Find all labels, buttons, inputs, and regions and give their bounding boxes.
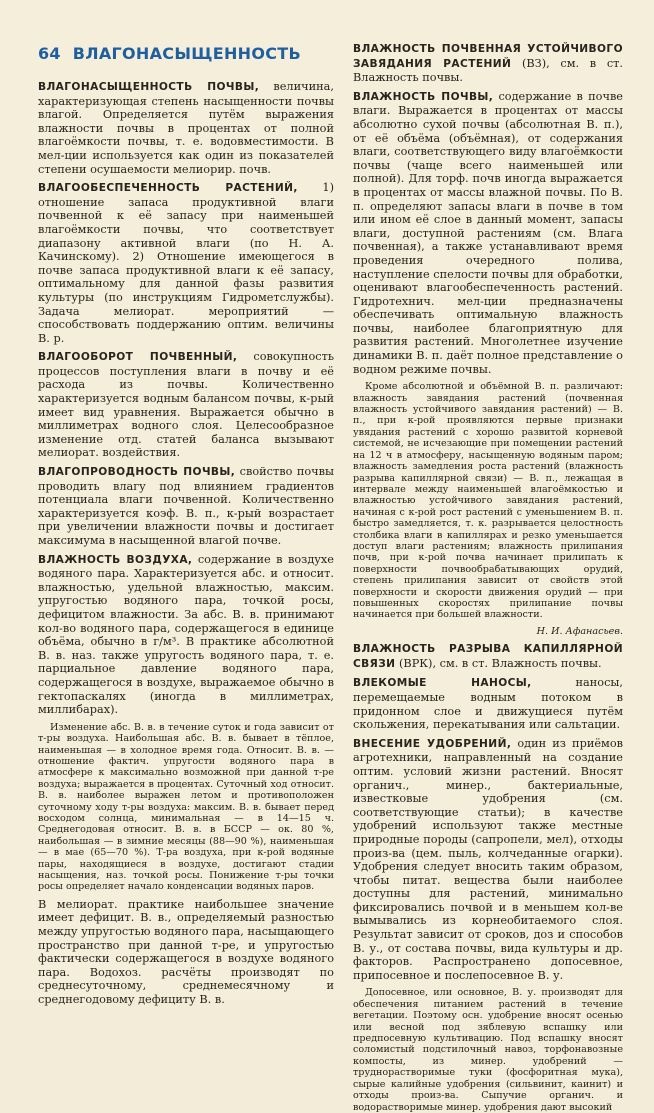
- article-vlazhnost-razryva: [353, 642, 623, 671]
- article-text: один из приёмов агротехники, направленный на создание оптим. условий жизни растений. Вносят органич., минер., бактериальные, известковые удобрения (см. соответствующие статьи); в качестве удобрений используют также местные природные породы (сапропели, мел), отходы произ-ва (цем. пыль, колчеданные огарки). Удобрения следует вносить таким образом, чтобы питат. вещества были наиболее доступны для растений, минимально фиксировались почвой и в меньшем кол-ве вымывались из корнеобитаемого слоя. Результат зависит от сроков, доз и способов В. у., от состава почвы, вида культуры и др. факторов. Распространено допосевное, припосевное и послепосевное В. у.: [353, 736, 623, 982]
- article-vlagoobespechennost: [38, 181, 334, 345]
- article-headword: ВЛЕКОМЫЕ НАНОСЫ,: [353, 677, 532, 690]
- article-headword: ВЛАГОНАСЫЩЕННОСТЬ ПОЧВЫ,: [38, 81, 260, 93]
- article-text: свойство почвы проводить влагу под влиянием градиентов потенциала влаги почвенной. Количественно характеризуется коэф. В. п., к-рый возрастает при увеличении влажности почвы и достигает максимума в насыщенной влагой почве.: [38, 465, 334, 547]
- right-column: [353, 42, 623, 1113]
- article-vlagooborot: [38, 350, 334, 460]
- article-headword: ВЛАЖНОСТЬ ВОЗДУХА,: [38, 553, 193, 566]
- article-vlazhnost-zavyadaniya: [353, 42, 623, 85]
- running-header: [38, 44, 301, 63]
- author-signature: Н. И. Афанасьев.: [536, 625, 623, 637]
- article-headword: ВНЕСЕНИЕ УДОБРЕНИЙ,: [353, 737, 512, 750]
- small-print-note: Изменение абс. В. в. в течение суток и года зависит от т-ры воздуха. Наибольшая абс. В. в. бывает в тёплое, наименьшая — в холодное время года. Относит. В. в. — отношение фактич. упругости водяного пара в атмосфере к максимально возможной при данной т-ре воздуха; выражается в процентах. Суточный ход относит. В. в. наиболее выражен летом и противоположен суточному ходу т-ры воздуха: максим. В. в. бывает перед восходом солнца, минимальная — в 14—15 ч. Среднегодовая относит. В. в. в БССР — ок. 80 %, наибольшая — в зимние месяцы (88—90 %), наименьшая — в мае (65—70 %). Т-ра воздуха, при к-рой водяные пары, находящиеся в воздухе, достигают стадии насыщения, наз. точкой росы. Понижение т-ры точки росы определяет начало конденсации водяных паров.: [38, 721, 334, 893]
- article-text: наносы, перемещаемые водным потоком в придонном слое и движущиеся путём скольжения, перекатывания или сальтации.: [353, 676, 623, 732]
- article-text: совокупность процессов поступления влаги в почву и её расхода из почвы. Количественно характеризуется водным балансом почвы, к-рый имеет вид уравнения. Выражается обычно в миллиметрах водного слоя. Целесообразное изменение отд. статей баланса вызывают мелиорат. воздействия.: [38, 350, 334, 460]
- article-text: (ВРК), см. в ст. Влажность почвы.: [395, 656, 602, 670]
- article-vlazhnost-vozdukha: [38, 553, 334, 717]
- article-vlagoprovodnost: [38, 465, 334, 548]
- article-headword: ВЛАГООБОРОТ ПОЧВЕННЫЙ,: [38, 351, 238, 364]
- article-headword: ВЛАГООБЕСПЕЧЕННОСТЬ РАСТЕНИЙ,: [38, 182, 298, 195]
- running-title: ВЛАГОНАСЫЩЕННОСТЬ: [72, 44, 301, 63]
- article-headword: ВЛАЖНОСТЬ ПОЧВЕННАЯ УСТОЙЧИВОГО ЗАВЯДАНИЯ РАСТЕНИЙ: [353, 43, 623, 70]
- article-continuation: В мелиорат. практике наибольшее значение имеет дефицит. В. в., определяемый разностью между упругостью водяного пара, насыщающего пространство при данной т-ре, и упругостью фактически содержащегося в воздухе водяного пара. Водохоз. расчёты производят по среднесуточному, среднемесячному и среднегодовому дефициту В. в.: [38, 897, 334, 1006]
- left-column: [38, 80, 334, 1006]
- article-vnesenie-udobreniy: [353, 737, 623, 983]
- small-print-note: Допосевное, или основное, В. у. производят для обеспечения питанием растений в течение вегетации. Поэтому осн. удобрение вносят осенью или весной под зяблевую вспашку или предпосевную культивацию. Под вспашку вносят соломистый подстилочный навоз, торфонавозные компосты, из минер. удобрений — труднорастворимые туки (фосфоритная мука), сырые калийные удобрения (сильвинит, каинит) и отходы произ-ва. Сыпучие органич. и водорастворимые минер. удобрения дают высокий: [353, 987, 623, 1113]
- article-text: 1) отношение запаса продуктивной влаги почвенной к её запасу при наименьшей влагоёмкости почвы, что соответствует диапазону активной влаги (по Н. А. Качинскому). 2) Отношение имеющегося в почве запаса продуктивной влаги к её запасу, оптимальному для данной фазы развития культуры (по инструкциям Гидрометслужбы). Задача мелиорат. мероприятий — способствовать поддержанию оптим. величины В. р.: [38, 181, 334, 345]
- article-headword: ВЛАЖНОСТЬ ПОЧВЫ,: [353, 90, 494, 103]
- article-headword: ВЛАГОПРОВОДНОСТЬ ПОЧВЫ,: [38, 466, 236, 479]
- article-vlagonasyshchennost: [38, 80, 334, 176]
- small-print-note: Кроме абсолютной и объёмной В. п. различают: влажность завядания растений (почвенная влажность устойчивого завядания растений) — В. п., при к-рой проявляются первые признаки увядания растений с хорошо развитой корневой системой, не исчезающие при помещении растений на 12 ч в атмосферу, насыщенную водяным паром; влажность замедления роста растений (влажность разрыва капиллярной связи) — В. п., лежащая в интервале между наименьшей влагоёмкостью и влажностью устойчивого завядания растений, начиная с к-рой рост растений с уменьшением В. п. быстро замедляется, т. к. разрывается целостность столбика влаги в капиллярах и резко уменьшается доступ влаги растениям; влажность прилипания почв, при к-рой почва начинает прилипать к поверхности почвообрабатывающих орудий, степень прилипания зависит от свойств этой поверхности и скорости движения орудий — при повышенных скоростях прилипание почвы начинается при большей влажности.: [353, 381, 623, 621]
- article-vlazhnost-pochvy: [353, 90, 623, 376]
- page-number: 64: [38, 44, 61, 63]
- article-text: величина, характеризующая степень насыщенности почвы влагой. Определяется путём выражения влажности почвы в процентах от полной влагоёмкости почвы, т. е. водовместимости. В мел-ции используется как один из показателей степени осушаемости мелиорир. почв.: [38, 80, 334, 176]
- article-vlekomye-nanosy: [353, 676, 623, 731]
- article-text: (ВЗ), см. в ст. Влажность почвы.: [353, 56, 623, 85]
- article-headword: ВЛАЖНОСТЬ РАЗРЫВА КАПИЛЛЯРНОЙ СВЯЗИ: [353, 643, 623, 670]
- article-text: содержание в почве влаги. Выражается в процентах от массы абсолютно сухой почвы (абсолютная В. п.), от её объёма (объёмная), от содержания влаги, соответствующего виду влагоёмкости почвы (чаще всего наименьшей или полной). Для торф. почв иногда выражается в процентах от массы влажной почвы. По В. п. определяют запасы влаги в почве в том или ином её слое в данный момент, запасы влаги, доступной растениям (см. Влага почвенная), а также устанавливают время проведения очередного полива, наступление спелости почвы для обработки, оценивают влагообеспеченность растений. Гидротехнич. мел-ции предназначены обеспечивать оптимальную влажность почвы, наиболее благоприятную для развития растений. Многолетнее изучение динамики В. п. даёт полное представление о водном режиме почвы.: [353, 89, 623, 376]
- article-text: содержание в воздухе водяного пара. Характеризуется абс. и относит. влажностью, удельной влажностью, максим. упругостью водяного пара, точкой росы, дефицитом влажности. За абс. В. в. принимают кол-во водяного пара, содержащегося в единице объёма, обычно в г/м³. В практике абсолютной В. в. наз. также упругость водяного пара, т. е. парциальное давление водяного пара, содержащегося в воздухе, выражаемое обычно в гектопаскалях (иногда в миллиметрах, миллибарах).: [38, 552, 334, 717]
